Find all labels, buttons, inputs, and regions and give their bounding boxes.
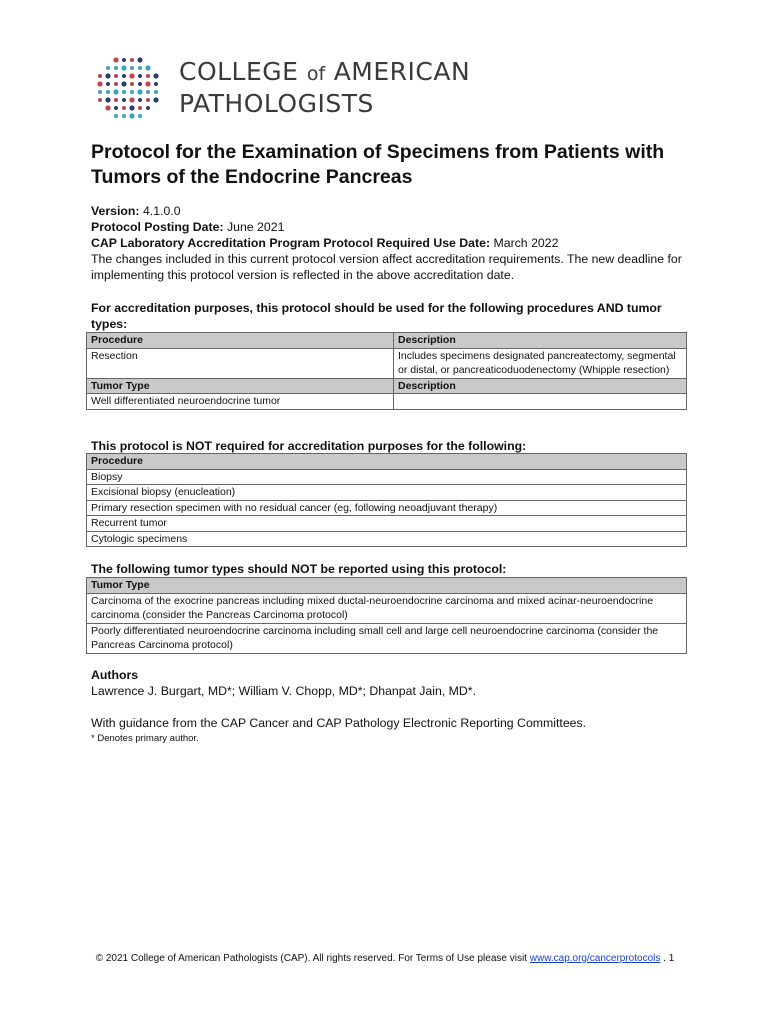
logo-pathologists: PATHOLOGISTS xyxy=(179,89,374,118)
logo-dot xyxy=(145,81,150,86)
logo-dot xyxy=(130,90,134,94)
logo-wordmark xyxy=(179,57,470,119)
logo-dot xyxy=(129,73,134,78)
posting-date-value: June 2021 xyxy=(226,220,285,234)
table-header-row xyxy=(87,333,687,349)
logo-dot xyxy=(98,90,102,94)
logo-dot xyxy=(138,114,142,118)
logo-dot xyxy=(114,114,118,118)
not-required-item: Primary resection specimen with no residual cancer (eg, following neoadjuvant therapy) xyxy=(87,500,687,516)
cap-logo xyxy=(95,55,470,121)
logo-dot xyxy=(129,97,134,102)
logo-dot xyxy=(129,105,134,110)
table-row xyxy=(87,500,687,516)
logo-dot xyxy=(114,66,118,70)
page-number: . 1 xyxy=(663,953,675,964)
logo-dot xyxy=(137,89,142,94)
page-title: Protocol for the Examination of Specimens from Patients with Tumors of the Endocrine Pancreas xyxy=(91,141,665,188)
logo-dot xyxy=(153,97,158,102)
table-row xyxy=(87,531,687,547)
table-header-row xyxy=(87,454,687,470)
logo-dot xyxy=(106,82,110,86)
page-footer xyxy=(0,953,770,964)
logo-dot xyxy=(138,106,142,110)
logo-dot xyxy=(114,106,118,110)
logo-dot xyxy=(122,98,126,102)
table-row xyxy=(87,623,687,653)
logo-dot xyxy=(130,66,134,70)
logo-dot xyxy=(122,114,126,118)
required-date-label: CAP Laboratory Accreditation Program Protocol Required Use Date: xyxy=(91,236,491,250)
procedure-cell: Resection xyxy=(87,348,394,378)
logo-dot xyxy=(154,90,158,94)
authors-list: Lawrence J. Burgart, MD*; William V. Chopp, MD*; Dhanpat Jain, MD*. xyxy=(91,684,476,698)
tumor-description-cell xyxy=(394,394,687,410)
tumor-type-header: Tumor Type xyxy=(87,378,394,394)
logo-dot xyxy=(129,113,134,118)
table-header-row xyxy=(87,578,687,594)
required-date-value: March 2022 xyxy=(493,236,559,250)
not-reported-heading: The following tumor types should NOT be reported using this protocol: xyxy=(91,562,507,576)
cancer-protocols-link[interactable]: www.cap.org/cancerprotocols xyxy=(529,953,661,964)
accreditation-heading: For accreditation purposes, this protocol should be used for the following procedures AND tumor types: xyxy=(91,301,662,331)
tumor-description-header: Description xyxy=(394,378,687,394)
copyright-text: © 2021 College of American Pathologists (CAP). All rights reserved. For Terms of Use please visit xyxy=(95,953,527,964)
table-row xyxy=(87,348,687,378)
logo-dot xyxy=(146,106,150,110)
version-note: The changes included in this current protocol version affect accreditation requirements. The new deadline for implementing this protocol version is reflected in the above accreditation date. xyxy=(91,252,682,282)
logo-dot xyxy=(138,74,142,78)
logo-dot xyxy=(130,82,134,86)
not-required-item: Cytologic specimens xyxy=(87,531,687,547)
not-required-item: Recurrent tumor xyxy=(87,516,687,532)
logo-dot xyxy=(138,66,142,70)
logo-dot xyxy=(98,98,102,102)
logo-dot xyxy=(106,90,110,94)
logo-dot xyxy=(105,105,110,110)
logo-dot xyxy=(122,58,126,62)
version-label: Version: xyxy=(91,204,140,218)
logo-dot xyxy=(106,66,110,70)
authors-heading: Authors xyxy=(91,668,139,682)
table-row xyxy=(87,485,687,501)
primary-author-note: * Denotes primary author. xyxy=(91,733,199,744)
logo-dot xyxy=(97,81,102,86)
logo-dot xyxy=(153,73,158,78)
logo-dot xyxy=(137,57,142,62)
not-reported-tumor-header: Tumor Type xyxy=(87,578,687,594)
logo-dot xyxy=(145,65,150,70)
logo-dot xyxy=(138,82,142,86)
procedure-header: Procedure xyxy=(87,333,394,349)
logo-dot xyxy=(154,82,158,86)
logo-dot xyxy=(146,74,150,78)
logo-of: of xyxy=(306,63,326,85)
logo-dot xyxy=(114,74,118,78)
logo-american: AMERICAN xyxy=(333,57,471,86)
logo-dot xyxy=(98,74,102,78)
logo-dot xyxy=(114,98,118,102)
logo-dots-icon xyxy=(95,55,161,121)
table-row xyxy=(87,593,687,623)
logo-college: COLLEGE xyxy=(179,57,299,86)
logo-dot xyxy=(122,90,126,94)
guidance-text: With guidance from the CAP Cancer and CAP Pathology Electronic Reporting Committees. xyxy=(91,716,587,730)
description-header: Description xyxy=(394,333,687,349)
logo-dot xyxy=(114,82,118,86)
logo-dot xyxy=(113,57,118,62)
table-header-row xyxy=(87,378,687,394)
not-reported-item: Poorly differentiated neuroendocrine carcinoma including small cell and large cell neuroendocrine carcinoma (consider the Pancreas Carcinoma protocol) xyxy=(87,623,687,653)
logo-dot xyxy=(105,73,110,78)
logo-dot xyxy=(146,90,150,94)
not-required-procedure-header: Procedure xyxy=(87,454,687,470)
not-required-table xyxy=(86,453,687,547)
table-row xyxy=(87,516,687,532)
logo-dot xyxy=(121,81,126,86)
not-reported-item: Carcinoma of the exocrine pancreas including mixed ductal-neuroendocrine carcinoma and mixed acinar-neuroendocrine carcinoma (consider the Pancreas Carcinoma protocol) xyxy=(87,593,687,623)
logo-dot xyxy=(138,98,142,102)
posting-date-label: Protocol Posting Date: xyxy=(91,220,224,234)
procedure-description-cell: Includes specimens designated pancreatectomy, segmental or distal, or pancreaticoduodenectomy (Whipple resection) xyxy=(394,348,687,378)
not-required-item: Biopsy xyxy=(87,469,687,485)
logo-dot xyxy=(122,74,126,78)
table-row xyxy=(87,394,687,410)
not-required-item: Excisional biopsy (enucleation) xyxy=(87,485,687,501)
logo-dot xyxy=(130,58,134,62)
logo-dot xyxy=(146,98,150,102)
table-row xyxy=(87,469,687,485)
logo-dot xyxy=(105,97,110,102)
version-value: 4.1.0.0 xyxy=(142,204,181,218)
not-required-heading: This protocol is NOT required for accreditation purposes for the following: xyxy=(91,439,527,453)
accreditation-table xyxy=(86,332,687,410)
protocol-meta xyxy=(91,203,691,283)
not-reported-table xyxy=(86,577,687,654)
logo-dot xyxy=(121,65,126,70)
logo-dot xyxy=(113,89,118,94)
logo-dot xyxy=(122,106,126,110)
tumor-type-cell: Well differentiated neuroendocrine tumor xyxy=(87,394,394,410)
